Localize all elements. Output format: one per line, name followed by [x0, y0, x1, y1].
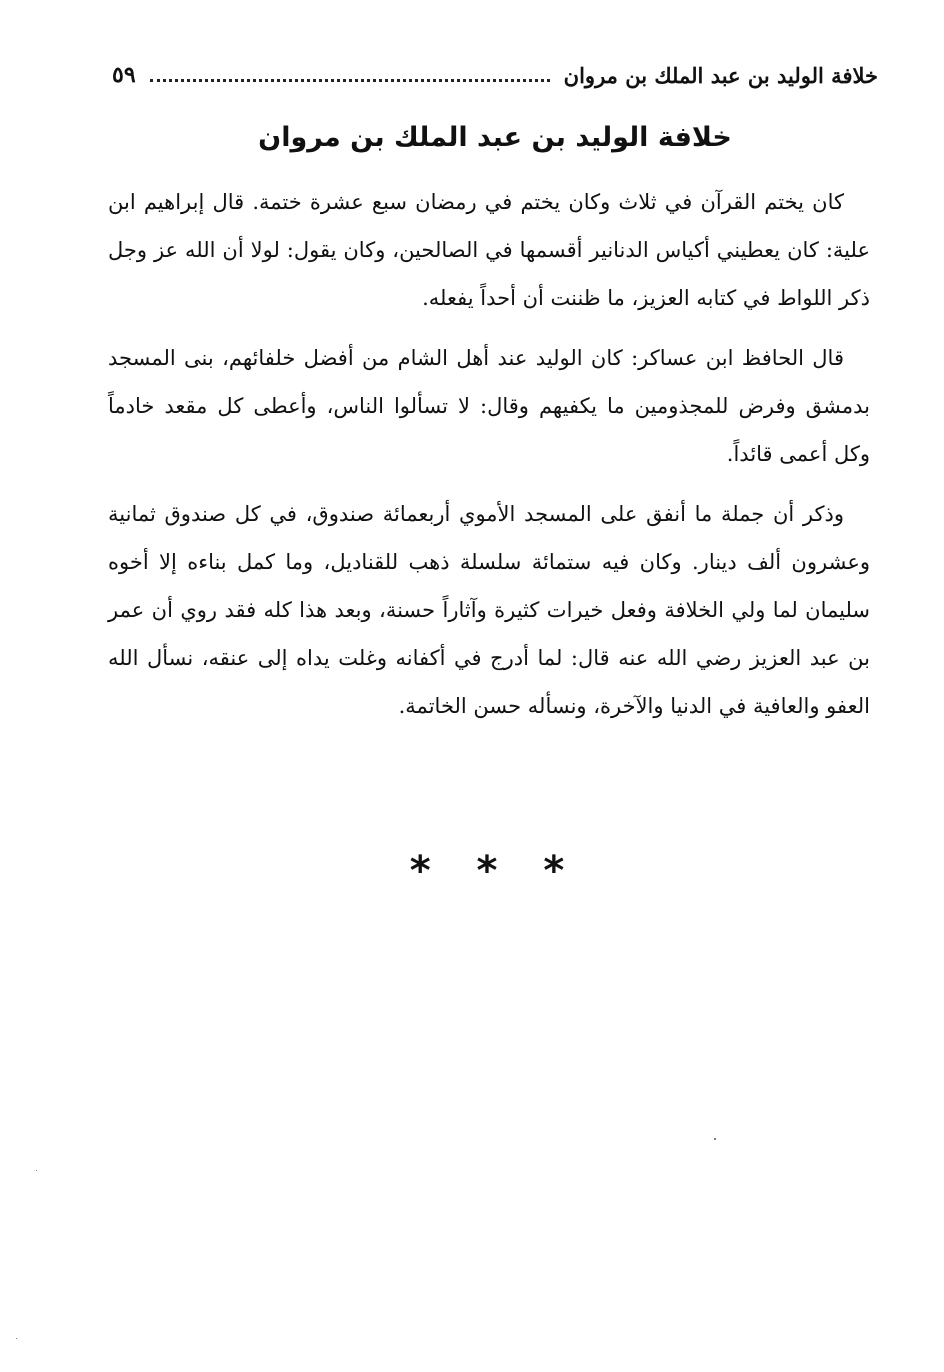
dotted-leader: [150, 79, 550, 82]
paragraph-3-text: وذكر أن جملة ما أنفق على المسجد الأموي أربعمائة صندوق، في كل صندوق ثمانية وعشرون ألف دينار. وكان فيه ستمائة سلسلة ذهب للقناديل، وما كمل بناءه إلا أخوه سليمان لما ولي الخلافة وفعل خيرات كثيرة وآثاراً حسنة، وبعد هذا كله فقد روي أن عمر بن عبد العزيز رضي الله عنه قال: لما أدرج في أكفانه وغلت يداه إلى عنقه، نسأل الله العفو والعافية في الدنيا والآخرة، ونسأله حسن الخاتمة.: [108, 502, 870, 718]
scan-speck: [714, 1138, 716, 1140]
paragraph-2: [108, 334, 870, 478]
scan-speck: [36, 1170, 37, 1171]
paragraph-1: [108, 178, 870, 322]
chapter-title: خلافة الوليد بن عبد الملك بن مروان: [258, 122, 732, 153]
paragraph-3: [108, 490, 870, 730]
paragraph-2-text: قال الحافظ ابن عساكر: كان الوليد عند أهل الشام من أفضل خلفائهم، بنى المسجد بدمشق وفرض للمجذومين ما يكفيهم وقال: لا تسألوا الناس، وأعطى كل مقعد خادماً وكل أعمى قائداً.: [108, 346, 870, 466]
section-separator: * * *: [409, 848, 581, 894]
running-header-title: خلافة الوليد بن عبد الملك بن مروان: [563, 62, 878, 88]
body-text: [108, 178, 870, 742]
paragraph-1-text: كان يختم القرآن في ثلاث وكان يختم في رمضان سبع عشرة ختمة. قال إبراهيم ابن علية: كان يعطيني أكياس الدنانير أقسمها في الصالحين، وكان يقول: لولا أن الله عز وجل ذكر اللواط في كتابه العزيز، ما ظننت أن أحداً يفعله.: [108, 190, 870, 310]
scan-speck: [16, 1338, 17, 1339]
page-number: ٥٩: [112, 62, 136, 88]
running-header: [112, 58, 878, 92]
